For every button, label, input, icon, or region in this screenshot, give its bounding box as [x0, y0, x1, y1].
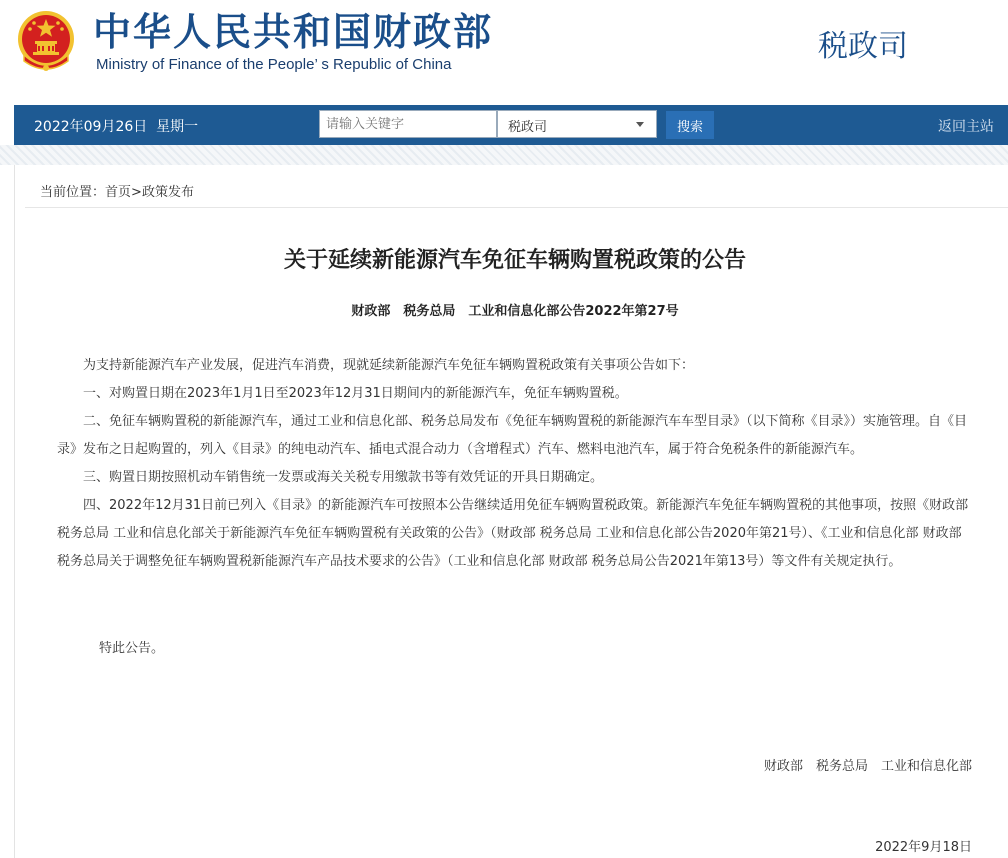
search-button[interactable]: 搜索 — [666, 111, 714, 139]
article-paragraph: 四、2022年12月31日前已列入《目录》的新能源汽车可按照本公告继续适用免征车辆购置税政策。新能源汽车免征车辆购置税的其他事项，按照《财政部 税务总局 工业和信息化部关于新能源汽车免征车辆购置税有关政策的公告》（财政部 税务总局 工业和信息化部公告2020年第21号）、《工业和信息化部 财政部 税务总局关于调整免征车辆购置税新能源汽车产品技术要求的公告》（工业和信息化部 财政部 税务总局公告2021年第13号）等文件有关规定执行。 — [57, 498, 969, 569]
select-value: 税政司 — [508, 120, 548, 135]
department-label: 税政司 — [818, 29, 908, 64]
article-paragraph: 二、免征车辆购置税的新能源汽车，通过工业和信息化部、税务总局发布《免征车辆购置税的新能源汽车车型目录》（以下简称《目录》）实施管理。自《目录》发布之日起购置的，列入《目录》的纯电动汽车、插电式混合动力（含增程式）汽车、燃料电池汽车，属于符合免税条件的新能源汽车。 — [57, 414, 968, 457]
breadcrumb — [40, 181, 194, 200]
breadcrumb-home-link[interactable]: 首页 — [105, 185, 132, 200]
main-content — [14, 165, 1008, 858]
date-text: 2022年09月26日 — [34, 119, 148, 135]
top-navbar — [14, 105, 1008, 145]
home-link[interactable]: 返回主站 — [938, 119, 994, 135]
article-date: 2022年9月18日 — [875, 840, 972, 855]
site-header — [0, 0, 1008, 105]
article-subtitle: 财政部 税务总局 工业和信息化部公告2022年第27号 — [351, 304, 679, 319]
article-paragraph: 一、对购置日期在2023年1月1日至2023年12月31日期间内的新能源汽车，免征车辆购置税。 — [83, 386, 628, 401]
current-date — [34, 116, 198, 136]
article-paragraph: 为支持新能源汽车产业发展，促进汽车消费，现就延续新能源汽车免征车辆购置税政策有关事项公告如下： — [83, 358, 695, 373]
breadcrumb-divider — [25, 207, 1008, 208]
breadcrumb-section-link[interactable]: 政策发布 — [141, 185, 194, 200]
article-body — [57, 352, 972, 576]
chevron-down-icon — [636, 122, 644, 127]
search-input[interactable] — [319, 110, 497, 138]
article-title: 关于延续新能源汽车免征车辆购置税政策的公告 — [283, 248, 746, 273]
decorative-pattern-band — [0, 145, 1008, 165]
breadcrumb-separator: > — [131, 185, 142, 200]
breadcrumb-prefix: 当前位置： — [40, 185, 106, 200]
department-select[interactable] — [497, 110, 657, 138]
article-signature: 财政部 税务总局 工业和信息化部 — [763, 759, 972, 774]
site-title-en: Ministry of Finance of the People’ s Republic of China — [96, 56, 452, 73]
site-title-cn: 中华人民共和国财政部 — [93, 10, 494, 54]
article-paragraph: 三、购置日期按照机动车销售统一发票或海关关税专用缴款书等有效凭证的开具日期确定。 — [83, 470, 604, 485]
article-closing: 特此公告。 — [99, 641, 165, 656]
weekday-text: 星期一 — [156, 119, 199, 135]
national-emblem-icon — [14, 9, 78, 73]
